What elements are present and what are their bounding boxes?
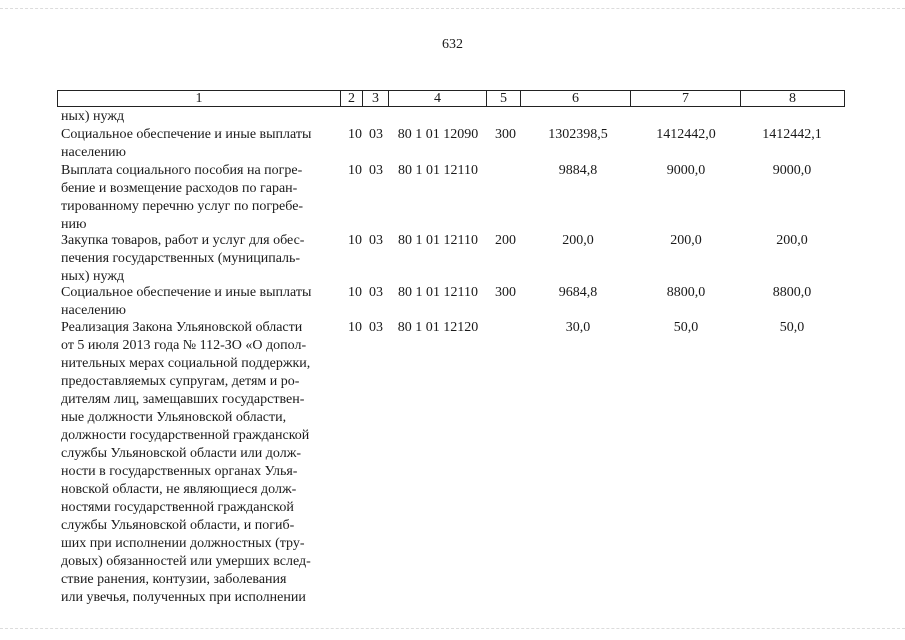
cell-subsection: 03 <box>369 233 383 248</box>
header-col-5: 5 <box>487 91 521 106</box>
description-line: населению <box>61 303 126 318</box>
description-line: новской области, не являющиеся долж- <box>61 482 297 497</box>
description-line: довых) обязанностей или умерших вслед- <box>61 554 311 569</box>
cell-amount-col6: 9884,8 <box>558 163 598 178</box>
cell-amount-col8: 1412442,1 <box>762 127 822 142</box>
cell-subsection: 03 <box>369 285 383 300</box>
cell-section: 10 <box>348 320 362 335</box>
cell-amount-col6: 1302398,5 <box>548 127 608 142</box>
cell-target-code: 80 1 01 12110 <box>398 233 478 248</box>
cell-amount-col6: 9684,8 <box>558 285 598 300</box>
cell-amount-col8: 8800,0 <box>772 285 812 300</box>
description-line: от 5 июля 2013 года № 112-ЗО «О допол- <box>61 338 307 353</box>
cell-section: 10 <box>348 233 362 248</box>
cell-amount-col8: 9000,0 <box>772 163 812 178</box>
description-line: ных) нужд <box>61 109 125 124</box>
description-line: должности государственной гражданской <box>61 428 310 443</box>
header-col-8: 8 <box>789 91 796 106</box>
header-col-6: 6 <box>521 91 631 106</box>
cell-amount-col7: 50,0 <box>673 320 699 335</box>
description-line: ности в государственных органах Улья- <box>61 464 298 479</box>
description-line: бение и возмещение расходов по гаран- <box>61 181 298 196</box>
cell-expense-type: 200 <box>495 233 516 248</box>
cell-section: 10 <box>348 127 362 142</box>
description-line: нию <box>61 217 87 232</box>
description-line: Закупка товаров, работ и услуг для обес- <box>61 233 305 248</box>
cell-target-code: 80 1 01 12090 <box>397 127 479 142</box>
cell-subsection: 03 <box>369 163 383 178</box>
scan-artifact-bottom <box>0 628 905 630</box>
cell-section: 10 <box>348 285 362 300</box>
cell-expense-type: 300 <box>495 285 516 300</box>
cell-subsection: 03 <box>369 127 383 142</box>
header-col-4: 4 <box>389 91 487 106</box>
cell-section: 10 <box>348 163 362 178</box>
description-line: тированному перечню услуг по погребе- <box>61 199 304 214</box>
header-col-3: 3 <box>363 91 389 106</box>
table-header <box>57 90 845 107</box>
row-description <box>61 284 335 320</box>
description-line: службы Ульяновской области или долж- <box>61 446 302 461</box>
cell-expense-type: 300 <box>495 127 516 142</box>
row-description <box>61 108 335 126</box>
cell-amount-col7: 1412442,0 <box>656 127 716 142</box>
cell-amount-col7: 200,0 <box>670 233 702 248</box>
cell-amount-col6: 200,0 <box>562 233 594 248</box>
description-line: нительных мерах социальной поддержки, <box>61 356 311 371</box>
cell-amount-col8: 200,0 <box>776 233 808 248</box>
description-line: или увечья, полученных при исполнении <box>61 590 306 605</box>
description-line: Социальное обеспечение и иные выплаты <box>61 127 312 142</box>
header-col-7: 7 <box>631 91 741 106</box>
cell-amount-col7: 8800,0 <box>666 285 706 300</box>
row-description <box>61 319 335 607</box>
header-col-1: 1 <box>58 91 341 106</box>
scan-artifact-top <box>0 8 905 10</box>
description-line: ших при исполнении должностных (тру- <box>61 536 305 551</box>
cell-target-code: 80 1 01 12120 <box>397 320 479 335</box>
page-number: 632 <box>442 37 463 52</box>
row-description <box>61 162 335 234</box>
description-line: службы Ульяновской области, и погиб- <box>61 518 295 533</box>
description-line: Реализация Закона Ульяновской области <box>61 320 303 335</box>
description-line: ные должности Ульяновской области, <box>61 410 287 425</box>
row-description <box>61 232 335 286</box>
description-line: Выплата социального пособия на погре- <box>61 163 303 178</box>
description-line: ностями государственной гражданской <box>61 500 294 515</box>
description-line: ствие ранения, контузии, заболевания <box>61 572 287 587</box>
description-line: дителям лиц, замещавших государствен- <box>61 392 305 407</box>
cell-amount-col8: 50,0 <box>779 320 805 335</box>
cell-amount-col6: 30,0 <box>565 320 591 335</box>
header-col-2: 2 <box>341 91 363 106</box>
description-line: ных) нужд <box>61 269 125 284</box>
cell-target-code: 80 1 01 12110 <box>398 285 478 300</box>
description-line: печения государственных (муниципаль- <box>61 251 301 266</box>
cell-target-code: 80 1 01 12110 <box>398 163 478 178</box>
row-description <box>61 126 335 162</box>
description-line: Социальное обеспечение и иные выплаты <box>61 285 312 300</box>
cell-subsection: 03 <box>369 320 383 335</box>
description-line: предоставляемых супругам, детям и ро- <box>61 374 300 389</box>
description-line: населению <box>61 145 126 160</box>
cell-amount-col7: 9000,0 <box>666 163 706 178</box>
